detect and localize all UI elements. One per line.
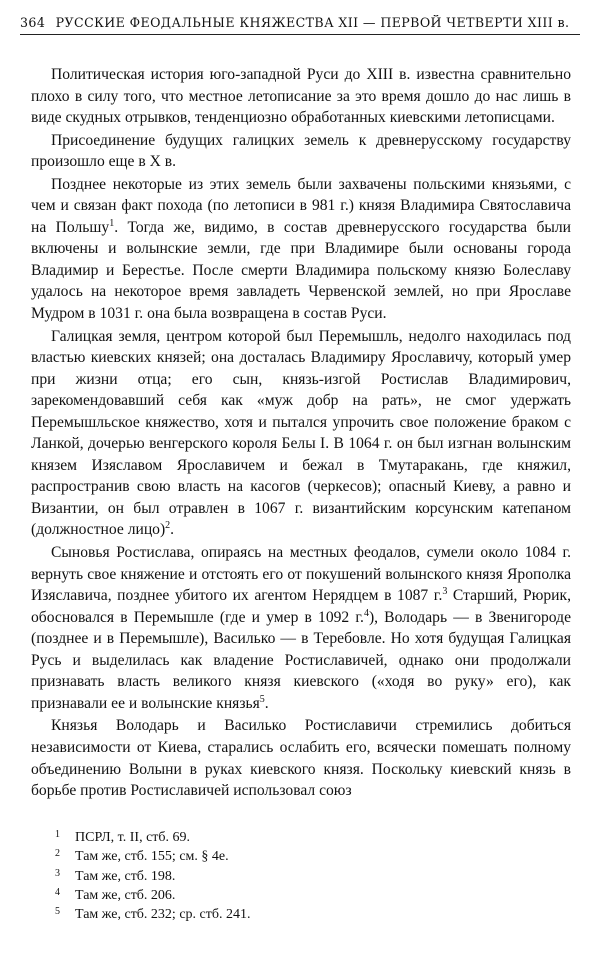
- footnote: [55, 847, 555, 866]
- footnote-text: Там же, стб. 206.: [75, 887, 176, 903]
- page-number: 364: [20, 15, 46, 30]
- footnote: [55, 905, 555, 924]
- main-text: [31, 64, 571, 802]
- footnote-ref: 2: [165, 520, 171, 532]
- footnote-text: ПСРЛ, т. II, стб. 69.: [75, 830, 191, 845]
- paragraph-text: Сыновья Ростислава, опираясь на местных феодалов, сумели около 1084 г. вернуть свое княжение и отстоять его от покушений волынского князя Ярополка Изяславича, позднее убитого их агентом Нерядцем в 1087 г.: [31, 544, 571, 605]
- footnotes: [55, 828, 555, 924]
- paragraph: [31, 174, 571, 325]
- footnote-ref: 5: [259, 693, 265, 705]
- footnote-number: 4: [55, 886, 60, 898]
- footnote-ref: 1: [109, 217, 115, 229]
- footnote-number: 2: [55, 848, 60, 860]
- paragraph-text: Старший, Рюрик, обосновался в Перемышле (где и умер в 1092 г.: [31, 587, 571, 626]
- footnote-text: Там же, стб. 155; см. § 4е.: [75, 849, 229, 865]
- footnote-number: 5: [55, 906, 60, 918]
- paragraph-text: Галицкая земля, центром которой был Перемышль, недолго находилась под властью киевских князей; она досталась Владимиру Ярославичу, который умер при жизни отца; его сын, князь-изгой Ростислав Владимирович, зарекомендовавший себя как «муж добр на рать», не смог удержать Перемышльское княжество, хотя и пытался упрочить свое положение браком с Ланкой, дочерью венгерского короля Белы I. В 1064 г. он был изгнан волынским князем Изяславом Ярославичем и бежал в Тмутаракань, где княжил, распространив свою власть на касогов (черкесов); опасный Киеву, а равно и Византии, он был отравлен в 1067 г. византийским корсунским катепаном (должностное лицо): [31, 327, 571, 539]
- footnote-text: Там же, стб. 198.: [75, 868, 176, 884]
- footnote-number: 1: [55, 829, 60, 840]
- footnote-ref: 4: [363, 607, 369, 619]
- paragraph: Присоединение будущих галицких земель к древнерусскому государству произошло еще в X в.: [31, 131, 571, 171]
- paragraph-text: Позднее некоторые из этих земель были захвачены польскими князьями, с чем и связан факт похода (по летописи в 981 г.) князя Владимира Святославича на Польшу: [31, 175, 571, 236]
- footnote-ref: 3: [442, 586, 448, 598]
- paragraph: Политическая история юго-западной Руси до XIII в. известна сравнительно плохо в силу того, что местное летописание за это время дошло до нас лишь в виде скудных отрывков, тенденциозно обработанных киевскими летописцами.: [31, 66, 571, 127]
- footnote-number: 3: [55, 867, 60, 879]
- paragraph: Князья Володарь и Василько Ростиславичи стремились добиться независимости от Киева, старались ослабить его, всячески помешать полному объединению Волыни в руках киевского князя. Поскольку киевский князь в борьбе против Ростиславичей использовал союз: [31, 717, 571, 800]
- paragraph-text: ), Володарь — в Звенигороде (позднее и в Перемышле), Василько — в Теребовле. Но хотя будущая Галицкая Русь и выделилась как владение Ростиславичей, однако они продолжали признавать власть великого князя киевского («ходя во руку» его), как признавали ее и волынские князья: [31, 608, 571, 712]
- footnote: [55, 828, 555, 847]
- running-header: [20, 15, 580, 35]
- running-title: РУССКИЕ ФЕОДАЛЬНЫЕ КНЯЖЕСТВА XII — ПЕРВОЙ ЧЕТВЕРТИ XIII в.: [55, 15, 570, 30]
- paragraph: [31, 326, 571, 541]
- footnote: [55, 886, 555, 905]
- paragraph-text: . Тогда же, видимо, в состав древнерусского государства были включены и волынские земли, где при Владимире были основаны города Владимир и Берестье. После смерти Владимира польскому князю Болеславу удалось на некоторое время завладеть Червенской землей, но при Ярославе Мудром в 1031 г. она была возвращена в состав Руси.: [31, 218, 572, 323]
- footnote-text: Там же, стб. 232; ср. стб. 241.: [75, 907, 251, 923]
- paragraph: [31, 542, 571, 714]
- footnote: [55, 867, 555, 886]
- paragraph-text: .: [264, 694, 269, 712]
- paragraph-text: .: [170, 521, 175, 539]
